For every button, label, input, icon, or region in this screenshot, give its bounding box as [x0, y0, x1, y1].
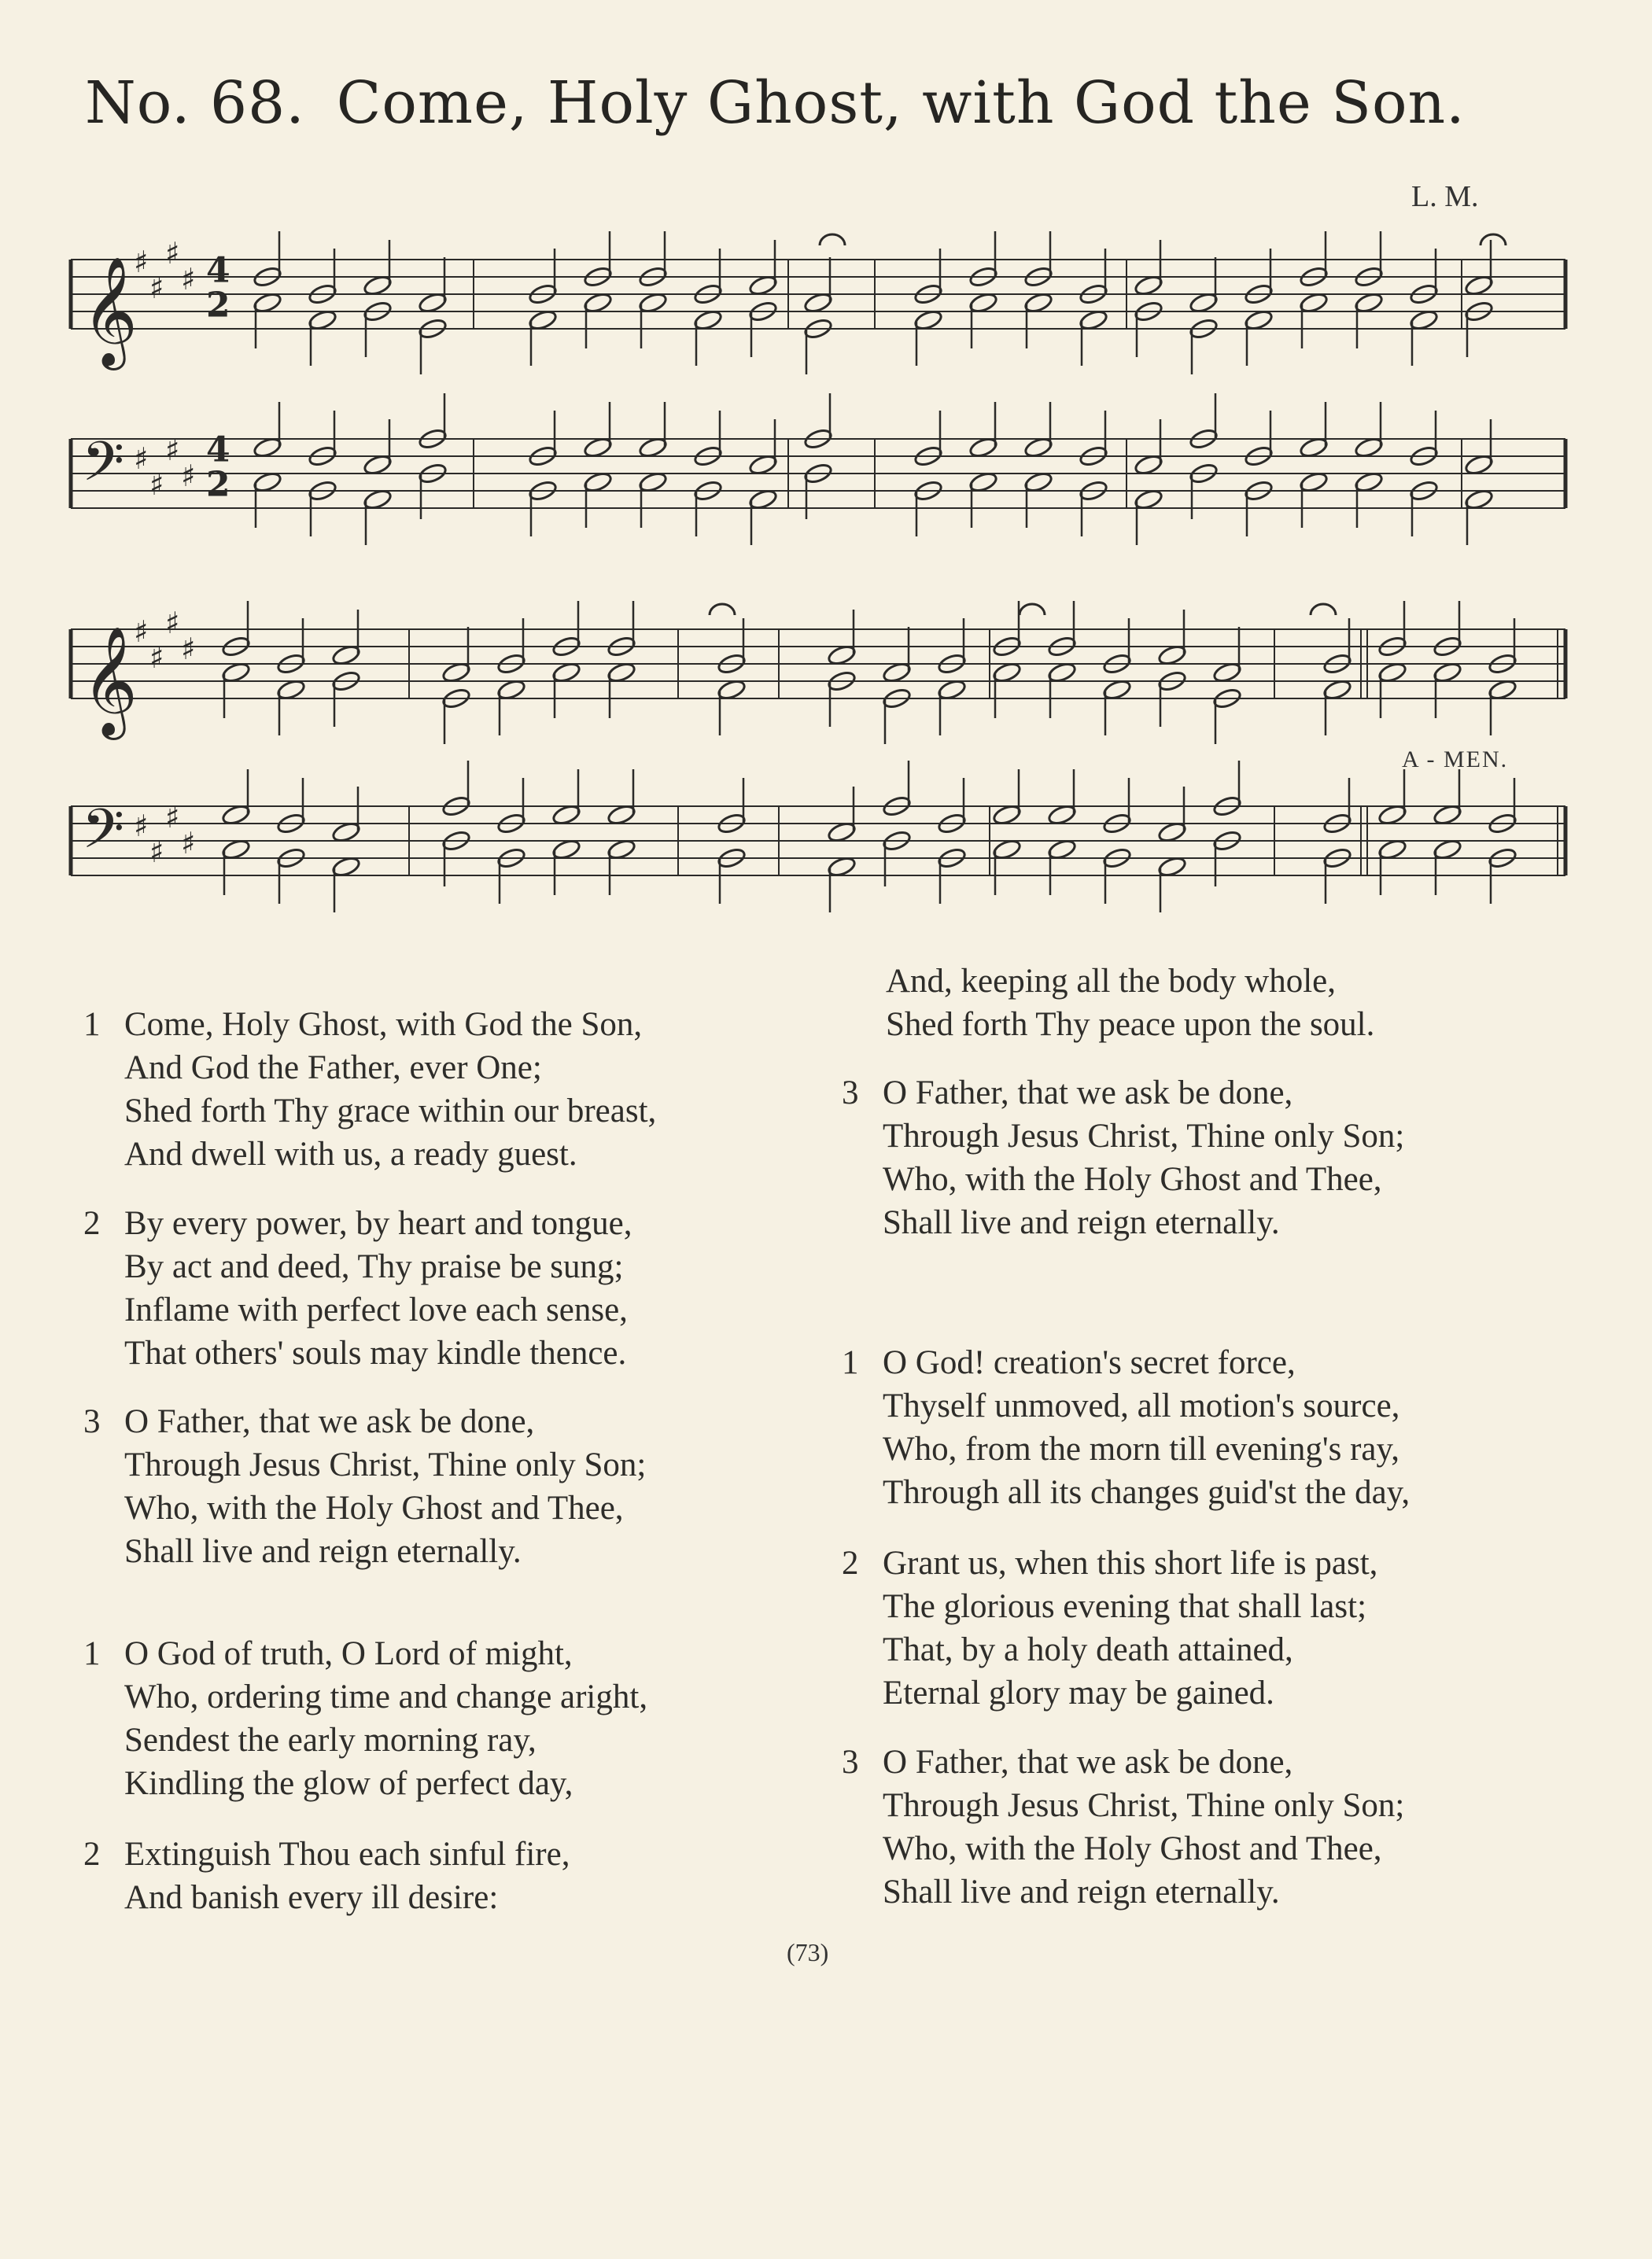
verse-lines — [883, 1341, 1410, 1514]
fermata-icon — [710, 604, 735, 615]
verse-line: And God the Father, ever One; — [124, 1049, 542, 1086]
verse-line: Through Jesus Christ, Thine only Son; — [883, 1118, 1405, 1155]
verse-line: Shed forth Thy grace within our breast, — [124, 1093, 657, 1130]
verse — [83, 1833, 570, 1919]
fermata-icon — [820, 234, 845, 245]
verse-line: Who, with the Holy Ghost and Thee, — [124, 1490, 624, 1527]
sharp-icon: ♯ — [134, 614, 149, 649]
fermata-icon — [1481, 234, 1506, 245]
verse-lines — [124, 1833, 570, 1919]
meter-label: L. M. — [1411, 180, 1479, 213]
verse-line: That, by a holy death attained, — [883, 1631, 1293, 1668]
verse-line: Grant us, when this short life is past, — [883, 1545, 1378, 1582]
verse-lines — [124, 1003, 656, 1176]
verse-line: And dwell with us, a ready guest. — [124, 1136, 577, 1173]
sharp-icon: ♯ — [134, 809, 149, 843]
sharp-icon: ♯ — [165, 433, 180, 467]
verse-line: Sendest the early morning ray, — [124, 1722, 537, 1759]
sharp-icon: ♯ — [165, 606, 180, 640]
sharp-icon: ♯ — [181, 459, 196, 493]
verse-lines — [883, 1542, 1377, 1715]
verse-line: Through Jesus Christ, Thine only Son; — [883, 1787, 1405, 1824]
verse-line: O Father, that we ask be done, — [883, 1744, 1293, 1781]
verse-lines — [883, 1071, 1404, 1244]
verse-number: 1 — [842, 1344, 859, 1381]
verse-lines — [124, 1632, 647, 1805]
verse-line: And banish every ill desire: — [124, 1879, 499, 1916]
verse-line: Shed forth Thy peace upon the soul. — [886, 1006, 1375, 1043]
verse-line: O Father, that we ask be done, — [883, 1074, 1293, 1111]
verse — [83, 1003, 656, 1176]
sharp-icon: ♯ — [149, 271, 164, 305]
sharp-icon: ♯ — [149, 640, 164, 675]
verse-line: O God of truth, O Lord of might, — [124, 1635, 573, 1672]
verse-number: 2 — [842, 1545, 859, 1582]
verse — [842, 1741, 1404, 1914]
verse-line: Thyself unmoved, all motion's source, — [883, 1387, 1400, 1424]
verse-line: And, keeping all the body whole, — [886, 963, 1337, 1000]
verse — [842, 1341, 1410, 1514]
verse-line: Through all its changes guid'st the day, — [883, 1474, 1410, 1511]
time-signature-digit: 4 — [206, 250, 230, 291]
verse — [83, 1202, 632, 1375]
verse-line: Through Jesus Christ, Thine only Son; — [124, 1446, 647, 1483]
verse-line: By act and deed, Thy praise be sung; — [124, 1248, 624, 1285]
verse-line: The glorious evening that shall last; — [883, 1588, 1367, 1625]
verse — [842, 1071, 1404, 1244]
sharp-icon: ♯ — [134, 245, 149, 279]
verse-number: 2 — [83, 1836, 101, 1873]
hymn-number: No. 68. — [85, 69, 305, 137]
verse — [842, 1542, 1377, 1715]
verse-line: Inflame with perfect love each sense, — [124, 1292, 628, 1328]
verse-line: O Father, that we ask be done, — [124, 1403, 535, 1440]
verse — [83, 1632, 647, 1805]
verse-line: O God! creation's secret force, — [883, 1344, 1296, 1381]
sharp-icon: ♯ — [149, 467, 164, 502]
verse-line: Eternal glory may be gained. — [883, 1675, 1274, 1712]
verse-line: Shall live and reign eternally. — [883, 1874, 1280, 1911]
sharp-icon: ♯ — [134, 441, 149, 476]
bass-clef-icon: 𝄢 — [82, 429, 125, 507]
verse-number: 3 — [83, 1403, 101, 1440]
sharp-icon: ♯ — [181, 262, 196, 297]
bass-clef-icon: 𝄢 — [82, 797, 125, 874]
amen-label: A - MEN. — [1402, 746, 1509, 772]
verse-line: By every power, by heart and tongue, — [124, 1205, 632, 1242]
sharp-icon: ♯ — [181, 632, 196, 666]
verse-line: Kindling the glow of perfect day, — [124, 1765, 573, 1802]
verse-line: Extinguish Thou each sinful fire, — [124, 1836, 570, 1873]
verse-line: Who, with the Holy Ghost and Thee, — [883, 1830, 1382, 1867]
verse-line: Who, ordering time and change aright, — [124, 1679, 648, 1715]
continuation-lines — [886, 960, 1374, 1046]
verse-lines — [883, 1741, 1404, 1914]
verse-line: Who, from the morn till evening's ray, — [883, 1431, 1399, 1468]
verse-line: Come, Holy Ghost, with God the Son, — [124, 1006, 643, 1043]
treble-clef-icon: 𝄞 — [82, 626, 138, 735]
verse-line: Who, with the Holy Ghost and Thee, — [883, 1161, 1382, 1198]
verse-number: 1 — [83, 1635, 101, 1672]
verse-number: 2 — [83, 1205, 101, 1242]
sharp-icon: ♯ — [165, 236, 180, 271]
verse-lines — [124, 1400, 646, 1573]
fermata-icon — [1311, 604, 1336, 615]
sharp-icon: ♯ — [181, 826, 196, 860]
verse-line: Shall live and reign eternally. — [124, 1533, 522, 1570]
verse-number: 3 — [842, 1074, 859, 1111]
sharp-icon: ♯ — [165, 800, 180, 835]
music-score — [0, 0, 1652, 991]
verse-lines — [124, 1202, 632, 1375]
verse-number: 1 — [83, 1006, 101, 1043]
verse-line: That others' souls may kindle thence. — [124, 1335, 627, 1372]
page-number: (73) — [787, 1938, 829, 1966]
verse-number: 3 — [842, 1744, 859, 1781]
sharp-icon: ♯ — [149, 835, 164, 869]
time-signature-digit: 2 — [206, 464, 230, 505]
hymn-name: Come, Holy Ghost, with God the Son. — [336, 69, 1466, 137]
treble-clef-icon: 𝄞 — [82, 256, 138, 366]
fermata-icon — [1020, 604, 1045, 615]
time-signature-digit: 2 — [206, 285, 230, 326]
verse — [83, 1400, 646, 1573]
verse-line: Shall live and reign eternally. — [883, 1204, 1280, 1241]
time-signature-digit: 4 — [206, 429, 230, 470]
